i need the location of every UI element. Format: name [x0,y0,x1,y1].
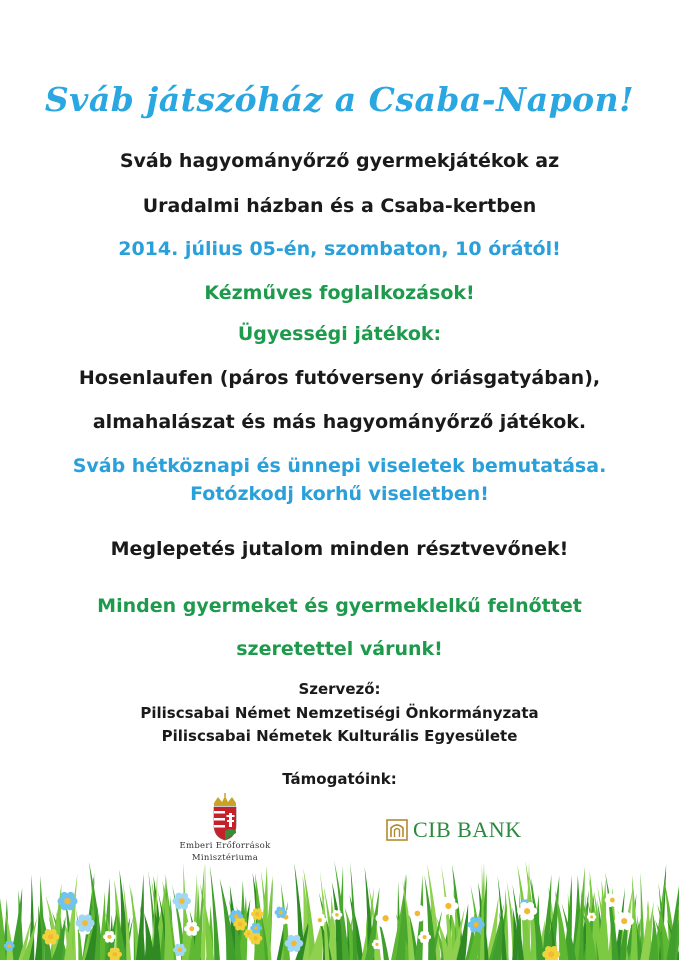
grass-blade [631,874,638,960]
crafts-line: Kézműves foglalkozások! [204,282,475,304]
flower-icon [605,893,620,907]
event-date: 2014. július 05-én, szombaton, 10 órától! [118,238,561,260]
cib-bank-logo-icon [386,819,408,841]
games-heading: Ügyességi játékok: [237,323,442,345]
games-line-2: almahalászat és más hagyományőrző játékok. [92,411,587,433]
organizer-1: Piliscsabai Német Nemzetiségi Önkormányzata [140,704,539,722]
emmi-name-line-2: Minisztériuma [191,853,259,863]
grass-blade [0,891,6,960]
flower-icon [173,893,191,910]
poster-title: Sváb játszóház a Csaba-Napon! [44,80,635,119]
cib-bank-logo [386,815,522,845]
welcome-line-2: szeretettel várunk! [236,638,443,660]
surprise-line: Meglepetés jutalom minden résztvevőnek! [110,538,569,560]
hungarian-coat-of-arms-icon [170,793,280,841]
supporters-label: Támogatóink: [282,770,397,788]
organizer-2: Piliscsabai Németek Kulturális Egyesülete [161,727,518,745]
costume-line-1: Sváb hétköznapi és ünnepi viseletek bemutatása. [72,455,607,477]
costume-line-2: Fotózkodj korhű viseletben! [190,483,489,505]
flower-icon [408,905,426,922]
welcome-line-1: Minden gyermeket és gyermeklelkű felnőttet [97,595,582,617]
organizer-label: Szervező: [298,680,381,698]
intro-line-2: Uradalmi házban és a Csaba-kertben [142,195,537,217]
cib-bank-name: CIB BANK [413,817,522,842]
flower-icon [375,909,395,928]
emmi-name-line-1: Emberi Erőforrások [179,841,271,851]
intro-line-1: Sváb hagyományőrző gyermekjátékok az [119,150,560,172]
grass-flowers-border [0,855,679,960]
games-line-1: Hosenlaufen (páros futóverseny óriásgatyában), [78,367,601,389]
